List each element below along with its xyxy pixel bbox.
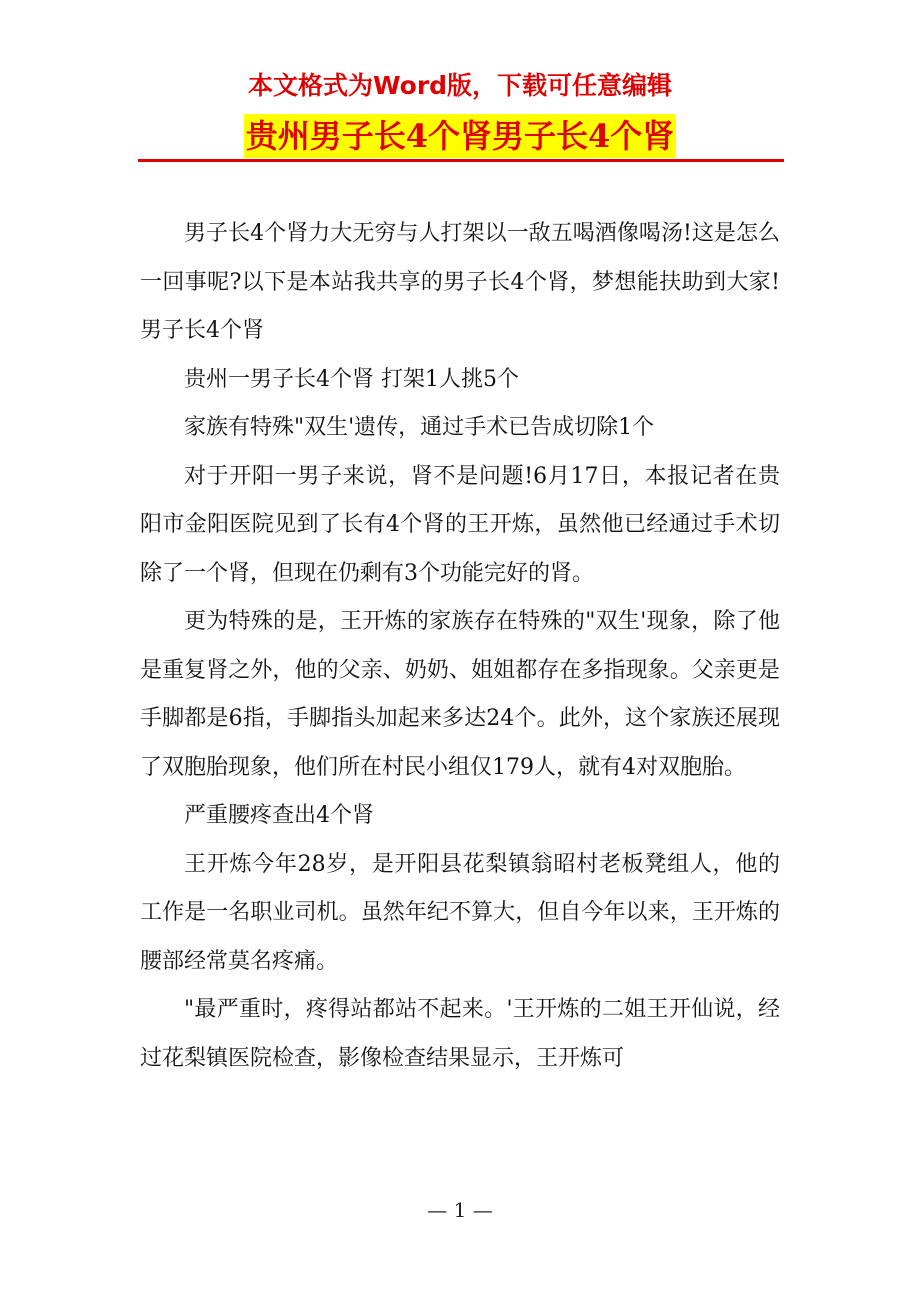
title-container (0, 114, 920, 158)
section-heading: 严重腰疼查出4个肾 (184, 803, 374, 828)
paragraph: 对于开阳一男子来说，肾不是问题!6月17日，本报记者在贵阳市金阳医院见到了长有4个肾的王开炼，虽然他已经通过手术切除了一个肾，但现在仍剩有3个功能完好的肾。 (140, 463, 780, 586)
paragraph: 王开炼今年28岁，是开阳县花梨镇翁昭村老板凳组人，他的工作是一名职业司机。虽然年纪不算大，但自今年以来，王开炼的腰部经常莫名疼痛。 (140, 851, 780, 974)
paragraph: 贵州一男子长4个肾 打架1人挑5个 (184, 366, 519, 392)
paragraph: 男子长4个肾力大无穷与人打架以一敌五喝酒像喝汤!这是怎么一回事呢?以下是本站我共享的男子长4个肾，梦想能扶助到大家! 男子长4个肾 (140, 221, 825, 343)
paragraph: 更为特殊的是，王开炼的家族存在特殊的"双生'现象，除了他是重复肾之外，他的父亲、奶奶、姐姐都存在多指现象。父亲更是手脚都是6指，手脚指头加起来多达24个。此外，这个家族还展现了双胞胎现象，他们所在村民小组仅179人，就有4对双胞胎。 (140, 609, 780, 780)
article-body (140, 210, 825, 1083)
paragraph: "最严重时，疼得站都站不起来。'王开炼的二姐王开仙说，经过花梨镇医院检查，影像检查结果显示，王开炼可 (140, 997, 780, 1071)
page-number: — 1 — (427, 1198, 493, 1222)
title-divider (138, 159, 784, 162)
paragraph: 家族有特殊"双生'遗传，通过手术已告成切除1个 (184, 415, 655, 440)
document-title: 贵州男子长4个肾男子长4个肾 (244, 114, 677, 158)
format-notice: 本文格式为Word版，下载可任意编辑 (247, 71, 673, 100)
